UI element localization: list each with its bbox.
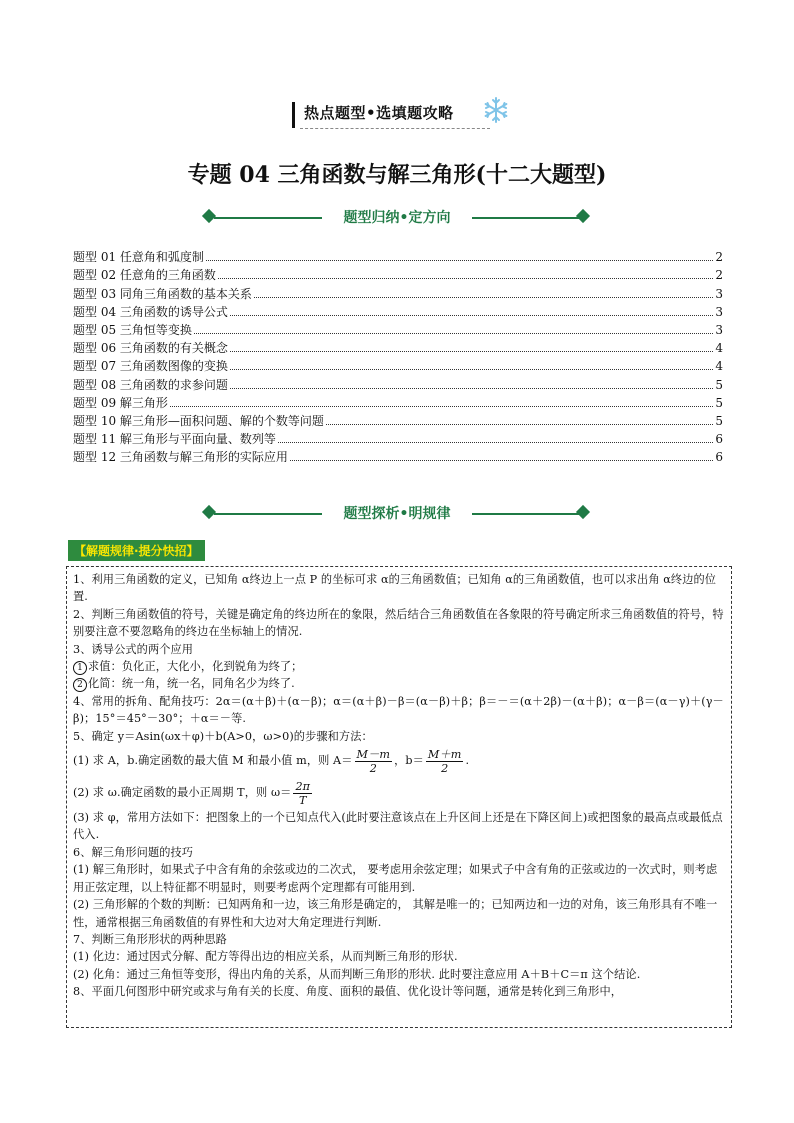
tip-line: (1) 化边：通过因式分解、配方等得出边的相应关系，从而判断三角形的形状. bbox=[73, 950, 458, 964]
toc-item-page: 5 bbox=[715, 377, 723, 392]
toc-leader bbox=[254, 297, 713, 298]
toc-item-page: 4 bbox=[715, 341, 723, 356]
fraction-denominator: T bbox=[299, 793, 307, 807]
fraction bbox=[293, 780, 312, 807]
tip-line: 8、平面几何图形中研究或求与角有关的长度、角度、面积的最值、优化设计等问题，通常是转化到三角形中， bbox=[73, 985, 623, 999]
toc-item-text: 题型 03 同角三角函数的基本关系 bbox=[73, 286, 252, 301]
toc-item-page: 3 bbox=[715, 286, 723, 301]
toc-item-text: 题型 07 三角函数图像的变换 bbox=[73, 359, 228, 374]
tip-text: 求值：负化正，大化小，化到锐角为终了； bbox=[88, 660, 303, 674]
toc-item[interactable] bbox=[73, 302, 723, 320]
divider bbox=[472, 217, 580, 219]
tip-line: 7、判断三角形形状的两种思路 bbox=[73, 932, 227, 946]
toc-leader bbox=[326, 424, 713, 425]
fraction bbox=[426, 748, 464, 775]
toc-item[interactable] bbox=[73, 283, 723, 301]
tips-box bbox=[66, 566, 732, 1028]
tip-line: (3) 求 φ，常用方法如下：把图象上的一个已知点代入(此时要注意该点在上升区间上还是在下降区间上)或把图象的最高点或最低点代入. bbox=[73, 811, 723, 842]
tip-line bbox=[73, 745, 725, 777]
tip-text: ，b＝ bbox=[394, 754, 424, 768]
toc-item[interactable] bbox=[73, 447, 723, 465]
toc-leader bbox=[290, 460, 713, 461]
toc-item-text: 题型 01 任意角和弧度制 bbox=[73, 250, 204, 265]
tips-tag: 【解题规律·提分快招】 bbox=[68, 540, 205, 561]
snowflake-icon bbox=[482, 96, 510, 124]
toc-item[interactable] bbox=[73, 247, 723, 265]
toc-item-text: 题型 05 三角恒等变换 bbox=[73, 322, 192, 337]
fraction-denominator: 2 bbox=[441, 761, 449, 775]
toc-item-text: 题型 10 解三角形—面积问题、解的个数等问题 bbox=[73, 413, 324, 428]
fraction-numerator: M－m bbox=[356, 747, 391, 761]
toc-item[interactable] bbox=[73, 356, 723, 374]
toc-item-text: 题型 09 解三角形 bbox=[73, 395, 168, 410]
diamond-icon bbox=[202, 209, 216, 223]
toc-item-text: 题型 11 解三角形与平面向量、数列等 bbox=[73, 432, 276, 447]
tip-line: 2、判断三角函数值的符号，关键是确定角的终边所在的象限，然后结合三角函数值在各象限的符号确定所求三角函数值的符号，特别要注意不要忽略角的终边在坐标轴上的情况. bbox=[73, 607, 724, 639]
header-banner bbox=[288, 98, 498, 134]
tip-line bbox=[73, 675, 725, 692]
tip-line bbox=[73, 777, 725, 809]
divider bbox=[214, 217, 322, 219]
banner-text: 热点题型•选填题攻略 bbox=[304, 104, 454, 122]
toc-item-text: 题型 06 三角函数的有关概念 bbox=[73, 341, 228, 356]
fraction-numerator: 2π bbox=[295, 779, 311, 793]
toc-leader bbox=[218, 278, 713, 279]
toc-item-page: 6 bbox=[715, 432, 723, 447]
banner-underline bbox=[300, 128, 490, 129]
diamond-icon bbox=[576, 209, 590, 223]
tip-line bbox=[73, 658, 725, 675]
tip-line: (2) 三角形解的个数的判断：已知两角和一边，该三角形是确定的， 其解是唯一的；已知两边和一边的对角，该三角形具有不唯一性，通常根据三角函数值的有界性和大边对大角定理进行判断. bbox=[73, 898, 718, 929]
diamond-icon bbox=[202, 505, 216, 519]
toc-item[interactable] bbox=[73, 429, 723, 447]
toc-item[interactable] bbox=[73, 411, 723, 429]
toc-leader bbox=[194, 333, 713, 334]
toc-leader bbox=[170, 406, 713, 407]
tip-line: 5、确定 y＝Asin(ωx＋φ)＋b(A>0，ω>0)的步骤和方法： bbox=[73, 729, 373, 743]
tip-text: (1) 求 A，b.确定函数的最大值 M 和最小值 m，则 A＝ bbox=[73, 754, 353, 768]
tip-line: (2) 化角：通过三角恒等变形，得出内角的关系，从而判断三角形的形状. 此时要注意应用 A＋B＋C＝π 这个结论. bbox=[73, 967, 641, 981]
page-title: 专题 04 三角函数与解三角形(十二大题型) bbox=[187, 162, 607, 188]
toc-item[interactable] bbox=[73, 265, 723, 283]
fraction-denominator: 2 bbox=[369, 761, 377, 775]
tip-line: 3、诱导公式的两个应用 bbox=[73, 642, 194, 656]
toc-item[interactable] bbox=[73, 393, 723, 411]
tip-text: . bbox=[465, 754, 470, 768]
circled-number: 1 bbox=[73, 661, 87, 675]
divider bbox=[214, 513, 322, 515]
toc-item-text: 题型 04 三角函数的诱导公式 bbox=[73, 304, 228, 319]
tip-line: 1、利用三角函数的定义，已知角 α终边上一点 P 的坐标可求 α的三角函数值；已知角 α的三角函数值，也可以求出角 α终边的位置. bbox=[73, 573, 717, 604]
tip-line: 6、解三角形问题的技巧 bbox=[73, 845, 194, 859]
toc-leader bbox=[206, 260, 713, 261]
toc-leader bbox=[230, 369, 713, 370]
toc-item-text: 题型 08 三角函数的求参问题 bbox=[73, 377, 228, 392]
toc-item-page: 5 bbox=[715, 413, 723, 428]
toc-item-page: 3 bbox=[715, 304, 723, 319]
toc-leader bbox=[278, 442, 713, 443]
toc-item-page: 4 bbox=[715, 359, 723, 374]
tips-content bbox=[67, 567, 731, 1001]
toc-item-text: 题型 02 任意角的三角函数 bbox=[73, 268, 216, 283]
divider bbox=[472, 513, 580, 515]
toc-leader bbox=[230, 315, 713, 316]
toc-item-page: 6 bbox=[715, 450, 723, 465]
toc-item-text: 题型 12 三角函数与解三角形的实际应用 bbox=[73, 450, 288, 465]
fraction-numerator: M＋m bbox=[427, 747, 462, 761]
banner-bar bbox=[292, 102, 295, 128]
body-heading-label: 题型探析•明规律 bbox=[343, 506, 451, 522]
tip-line: (1) 解三角形时，如果式子中含有角的余弦或边的二次式， 要考虑用余弦定理；如果式子中含有角的正弦或边的一次式时，则考虑用正弦定理，以上特征都不明显时，则要考虑两个定理都有可能用到. bbox=[73, 863, 718, 894]
body-section-heading bbox=[200, 503, 594, 525]
tip-text: 化简：统一角，统一名，同角名少为终了. bbox=[88, 677, 295, 691]
toc-item[interactable] bbox=[73, 320, 723, 338]
toc-item-page: 2 bbox=[715, 250, 723, 265]
toc-heading-label: 题型归纳•定方向 bbox=[343, 210, 451, 226]
table-of-contents bbox=[73, 247, 723, 465]
toc-item[interactable] bbox=[73, 338, 723, 356]
circled-number: 2 bbox=[73, 678, 87, 692]
toc-leader bbox=[230, 388, 713, 389]
toc-section-heading bbox=[200, 207, 594, 229]
tip-text: (2) 求 ω.确定函数的最小正周期 T，则 ω＝ bbox=[73, 786, 292, 800]
fraction bbox=[355, 748, 393, 775]
toc-item-page: 3 bbox=[715, 322, 723, 337]
toc-item-page: 5 bbox=[715, 395, 723, 410]
toc-item-page: 2 bbox=[715, 268, 723, 283]
toc-item[interactable] bbox=[73, 374, 723, 392]
diamond-icon bbox=[576, 505, 590, 519]
tip-line: 4、常用的拆角、配角技巧：2α＝(α＋β)＋(α－β)；α＝(α＋β)－β＝(α－β)＋β；β＝－＝(α＋2β)－(α＋β)；α－β＝(α－γ)＋(γ－β)；15°＝45°－30°；＋α＝－等. bbox=[73, 694, 724, 726]
toc-leader bbox=[230, 351, 713, 352]
